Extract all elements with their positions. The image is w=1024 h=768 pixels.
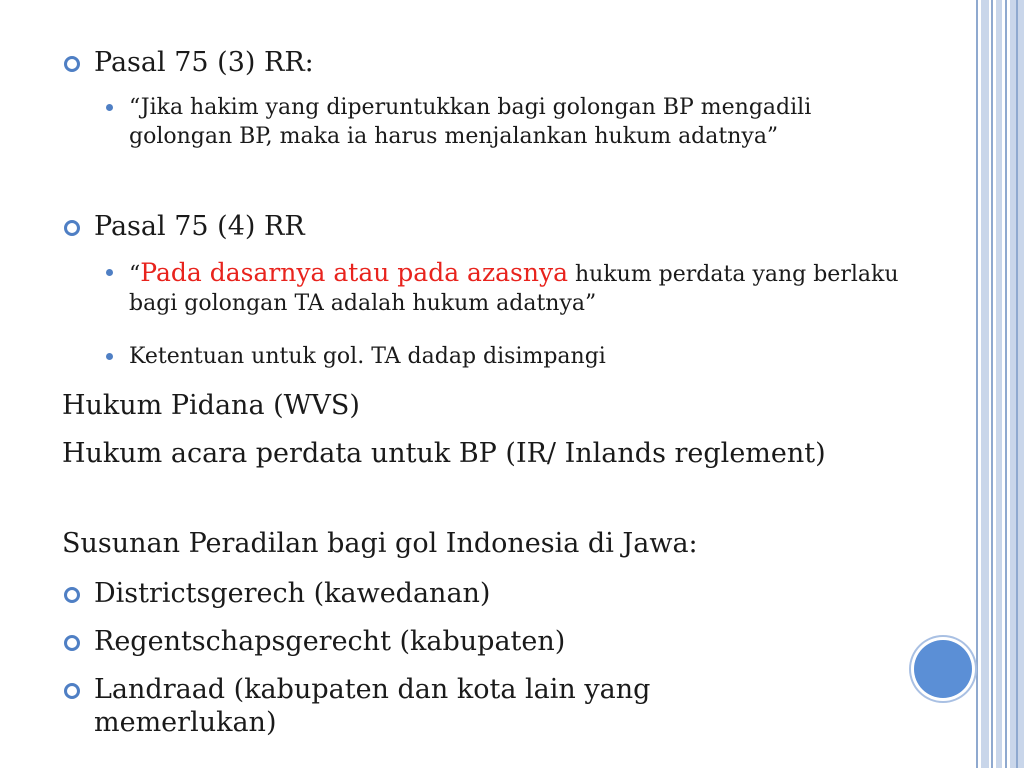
dot-bullet-icon [106, 353, 113, 360]
decorative-stripe [1016, 0, 1018, 768]
item-rest: hukum perdata yang berlaku bagi golongan TA adalah hukum adatnya” [129, 262, 899, 316]
item-text: Regentschapsgerecht (kabupaten) [94, 626, 566, 657]
item-text: Susunan Peradilan bagi gol Indonesia di Jawa: [62, 528, 698, 559]
list-item [64, 673, 784, 739]
list-item [62, 389, 882, 422]
list-item [62, 527, 882, 560]
item-text: Ketentuan untuk gol. TA dadap disimpangi [129, 344, 606, 369]
dot-bullet-icon [106, 269, 113, 276]
item-text: Landraad (kabupaten dan kota lain yang memerlukan) [94, 674, 651, 738]
open-quote: “ [129, 262, 141, 287]
decorative-stripe [976, 0, 978, 768]
item-text: Hukum acara perdata untuk BP (IR/ Inlands reglement) [62, 438, 826, 469]
list-item [106, 258, 916, 318]
list-item [106, 93, 886, 151]
item-text: Hukum Pidana (WVS) [62, 390, 360, 421]
list-item [62, 437, 852, 470]
decorative-stripe [981, 0, 989, 768]
decorative-stripe [991, 0, 993, 768]
ring-bullet-icon [64, 635, 80, 651]
item-text [129, 258, 916, 318]
ring-bullet-icon [64, 220, 80, 236]
dot-bullet-icon [106, 104, 113, 111]
list-item [64, 46, 884, 79]
ring-bullet-icon [64, 56, 80, 72]
decorative-stripe [1005, 0, 1007, 768]
list-item [106, 342, 886, 371]
list-item [64, 577, 884, 610]
item-text: “Jika hakim yang diperuntukkan bagi golongan BP mengadili golongan BP, maka ia harus menjalankan hukum adatnya” [129, 95, 812, 149]
list-item [64, 625, 884, 658]
item-text: Districtsgerech (kawedanan) [94, 578, 491, 609]
ring-bullet-icon [64, 587, 80, 603]
ring-bullet-icon [64, 683, 80, 699]
item-text: Pasal 75 (3) RR: [94, 47, 314, 78]
item-text: Pasal 75 (4) RR [94, 211, 305, 242]
decorative-circle [914, 640, 972, 698]
highlighted-phrase: Pada dasarnya atau pada azasnya [140, 258, 568, 287]
list-item [64, 210, 884, 243]
decorative-stripe [996, 0, 1002, 768]
